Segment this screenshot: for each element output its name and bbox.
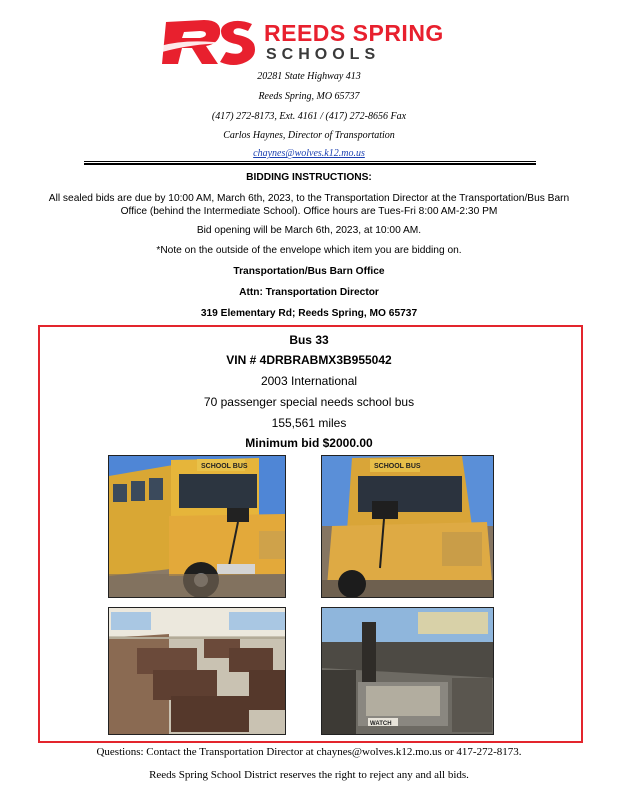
bus-number: Bus 33 <box>289 333 329 347</box>
bus-photo-interior-driver <box>321 607 494 735</box>
divider-thick <box>84 163 536 165</box>
vin-number: VIN # 4DRBRABMX3B955042 <box>226 353 392 367</box>
school-bus-sign-text: SCHOOL BUS <box>201 463 248 470</box>
delivery-address: 319 Elementary Rd; Reeds Spring, MO 65737 <box>200 308 418 319</box>
bus-mileage: 155,561 miles <box>271 416 347 430</box>
phone-fax-line: (417) 272-8173, Ext. 4161 / (417) 272-8656 Fax <box>211 111 407 122</box>
address-line-2: Reeds Spring, MO 65737 <box>258 91 360 102</box>
minimum-bid: Minimum bid $2000.00 <box>245 436 373 450</box>
attention-line: Attn: Transportation Director <box>239 287 379 298</box>
questions-contact-line: Questions: Contact the Transportation Director at chaynes@wolves.k12.mo.us or 417-272-8173. <box>96 746 522 758</box>
instructions-line-2: Office (behind the Intermediate School). Office hours are Tues-Fri 8:00 AM-2:30 PM <box>120 206 498 217</box>
brand-name-line2: SCHOOLS <box>266 46 381 63</box>
director-line: Carlos Haynes, Director of Transportation <box>223 130 395 141</box>
address-line-1: 20281 State Highway 413 <box>257 71 361 82</box>
bus-photo-interior-seats <box>108 607 286 735</box>
office-name: Transportation/Bus Barn Office <box>233 266 385 277</box>
instructions-heading: BIDDING INSTRUCTIONS: <box>246 172 372 183</box>
email-row <box>0 148 618 159</box>
bid-opening-text: Bid opening will be March 6th, 2023, at 10:00 AM. <box>196 225 422 236</box>
school-bus-sign-text-2: SCHOOL BUS <box>374 463 421 470</box>
bus-photo-front <box>321 455 494 598</box>
school-logo <box>160 16 460 68</box>
rs-logo-mark <box>160 16 256 68</box>
brand-name-line1: REEDS SPRING <box>264 20 444 46</box>
email-link[interactable]: chaynes@wolves.k12.mo.us <box>253 148 365 159</box>
reserve-rights-line: Reeds Spring School District reserves the right to reject any and all bids. <box>149 769 469 781</box>
bus-model: 2003 International <box>260 374 358 388</box>
envelope-note: *Note on the outside of the envelope which item you are bidding on. <box>156 245 462 256</box>
bus-photo-front-left <box>108 455 286 598</box>
instructions-line-1: All sealed bids are due by 10:00 AM, March 6th, 2023, to the Transportation Director at the Transportation/Bus Barn <box>48 193 570 204</box>
divider-thin <box>84 161 536 162</box>
watch-label-text: WATCH <box>370 721 392 727</box>
bus-description: 70 passenger special needs school bus <box>203 395 415 409</box>
